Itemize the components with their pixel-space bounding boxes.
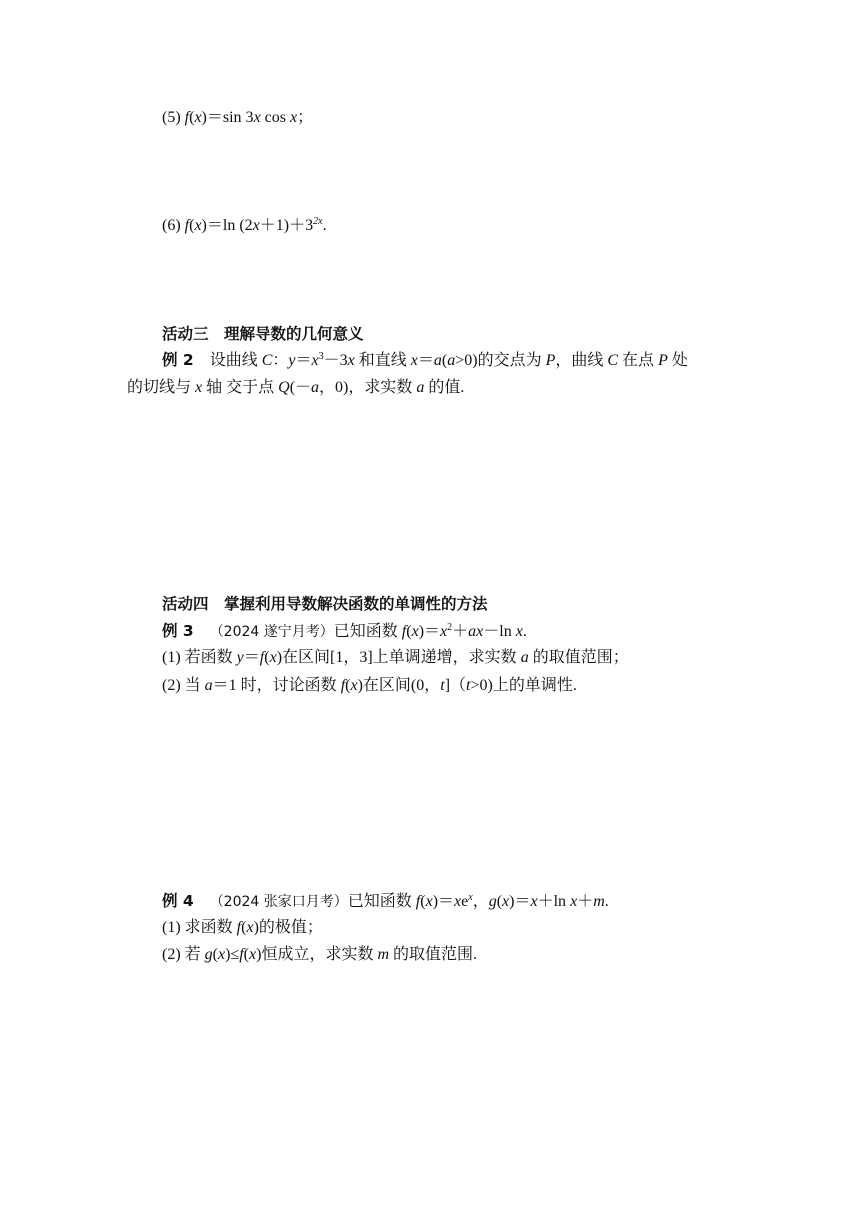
activity-3-title: 活动三 理解导数的几何意义 bbox=[162, 325, 364, 343]
example-label: 例 2 bbox=[162, 351, 194, 369]
example-2-line-2: 的切线与 x 轴 交于点 Q(－a，0)，求实数 a 的值. bbox=[127, 379, 465, 396]
item-6: (6) f(x)＝ln $(2x+1)+3^{2x}$. bbox=[162, 216, 327, 234]
example-label: 例 4 bbox=[162, 892, 194, 910]
answer-space bbox=[0, 130, 860, 210]
item-number: (6) bbox=[162, 217, 181, 234]
activity-4-title: 活动四 掌握利用导数解决函数的单调性的方法 bbox=[162, 595, 488, 613]
example-4-question-2: (2) 若 g(x)≤f(x)恒成立，求实数 m 的取值范围. bbox=[162, 946, 478, 963]
source-note: （2024 遂宁月考） bbox=[209, 624, 334, 640]
example-3-question-1: (1) 若函数 y＝f(x)在区间[1，3]上单调递增，求实数 a 的取值范围； bbox=[162, 649, 629, 666]
item-number: (5) bbox=[162, 109, 181, 126]
example-3-question-2: (2) 当 a＝1 时，讨论函数 f(x)在区间(0，t]（t>0)上的单调性. bbox=[162, 677, 577, 694]
source-note: （2024 张家口月考） bbox=[209, 894, 348, 910]
example-4-statement: 例 4 （2024 张家口月考）已知函数 $f(x)=xe^x$，g(x)＝x＋ln x＋m. bbox=[162, 892, 609, 910]
example-2-line-1: 例 2 设曲线 C：$y=x^3-3x$ 和直线 x＝a(a>0)的交点为 P，曲线 C 在点 P 处 bbox=[162, 351, 688, 369]
item-5: (5) f(x)＝sin 3x cos x； bbox=[162, 109, 314, 126]
example-3-statement: 例 3 （2024 遂宁月考）已知函数 $f(x)=x^2+ax-\ln$ x. bbox=[162, 622, 527, 640]
example-4-question-1: (1) 求函数 f(x)的极值； bbox=[162, 919, 323, 936]
example-label: 例 3 bbox=[162, 622, 194, 640]
